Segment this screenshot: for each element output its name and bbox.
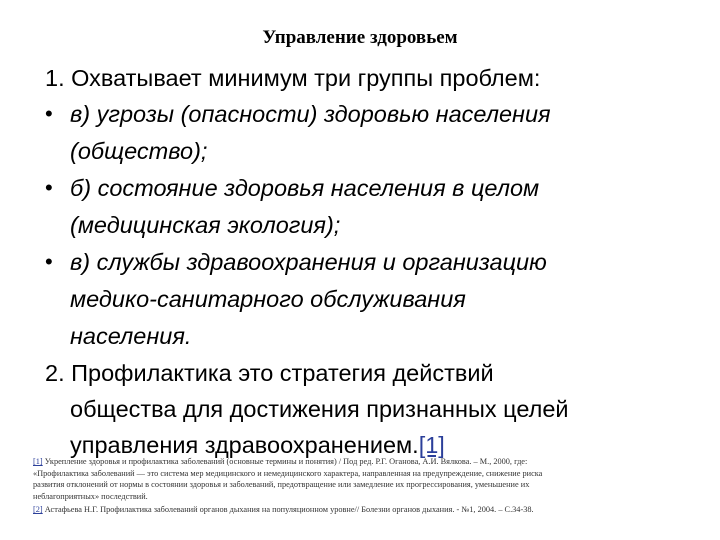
bullet-1-line-2: (общество); (70, 138, 208, 164)
footnote-1-line-1: Укрепление здоровья и профилактика заболеваний (основные термины и понятия) / Под ред. Р.Г. Оганова, А.И. Вялкова. – М., 2000, где: (44, 457, 528, 466)
footnote-link-1[interactable]: [1] (418, 432, 445, 458)
point-2-line-2: общества для достижения признанных целей (70, 396, 569, 422)
footnote-1-line-3: развития отклонений от нормы в состоянии здоровья и заболеваний, предотвращение или замедление их прогрессирования, уменьшение их (33, 480, 530, 489)
bullet-marker: • (45, 101, 53, 126)
point-2-text: управления здравоохранением. (70, 432, 419, 458)
footnote-2 (33, 504, 693, 516)
bullet-2-line-1: б) состояние здоровья населения в целом (70, 175, 540, 201)
point-2-line-1: 2. Профилактика это стратегия действий (45, 360, 494, 386)
footnote-1-line-2: «Профилактика заболеваний — это система мер медицинского и немедицинского характера, направленная на предупреждение, снижение риска (33, 468, 543, 478)
bullet-2-line-2: (медицинская экология); (70, 212, 341, 238)
bullet-marker: • (45, 249, 53, 274)
bullet-marker: • (45, 175, 53, 200)
footnote-2-line-1: Астафьева Н.Г. Профилактика заболеваний органов дыхания на популяционном уровне// Болезни органов дыхания. - №1, 2004. – С.34-38. (44, 505, 534, 514)
bullet-3-line-3: населения. (70, 323, 192, 349)
footnote-marker-2[interactable]: [2] (33, 505, 43, 514)
footnote-marker-1[interactable]: [1] (33, 457, 43, 466)
bullet-1-line-1: в) угрозы (опасности) здоровью населения (70, 101, 551, 127)
bullet-3-line-1: в) службы здравоохранения и организацию (70, 249, 547, 275)
footnote-1 (33, 456, 693, 502)
footnote-1-line-4: неблагоприятных» последствий. (33, 491, 148, 501)
bullet-3-line-2: медико-санитарного обслуживания (70, 286, 466, 312)
slide-title: Управление здоровьем (262, 27, 458, 48)
point-1: 1. Охватывает минимум три группы проблем: (45, 65, 541, 91)
point-2-line-3 (70, 431, 445, 459)
